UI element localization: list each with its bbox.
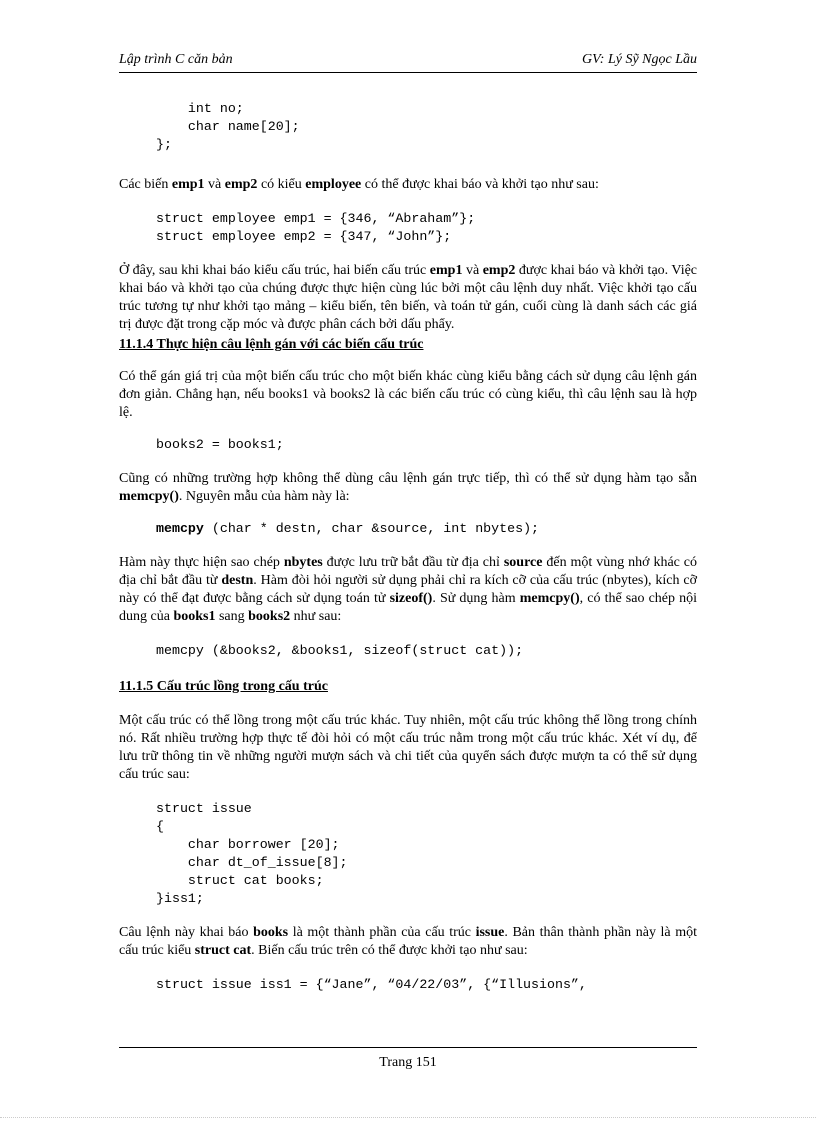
code-line-memcpy-call: memcpy (&books2, &books1, sizeof(struct cat)); — [156, 643, 524, 658]
page-header — [119, 50, 697, 73]
code-block-struct-end — [119, 100, 697, 154]
code-line-books-assign: books2 = books1; — [156, 437, 284, 452]
code-block-issue-struct — [119, 800, 697, 908]
code-line-issue-init: struct issue iss1 = {“Jane”, “04/22/03”, {“Illusions”, — [156, 977, 587, 992]
code-line: char dt_of_issue[8]; — [156, 855, 348, 870]
paragraph-assign-struct: Có thể gán giá trị của một biến cấu trúc cho một biến khác cùng kiểu bằng cách sử dụng câu lệnh gán đơn giản. Chẳng hạn, nếu books1 và books2 là các biến cấu trúc có cùng kiểu, thì câu lệnh sau là hợp lệ. — [119, 369, 697, 420]
code-line: struct cat books; — [156, 873, 324, 888]
section-heading-11-1-4: 11.1.4 Thực hiện câu lệnh gán với các biến cấu trúc — [119, 337, 424, 352]
paragraph-struct-init-explain: Ở đây, sau khi khai báo kiểu cấu trúc, hai biến cấu trúc emp1 và emp2 được khai báo và khởi tạo. Việc khai báo và khởi tạo của chúng được thực hiện cùng lúc bởi một câu lệnh duy nhất. Việc khởi tạo cấu trúc tương tự như khởi tạo mảng – kiểu biến, tên biến, và toán tử gán, cuối cùng là danh sách các giá trị được đặt trong cặp móc và được phân cách bởi dấu phẩy. — [119, 263, 698, 332]
section-heading-11-1-5: 11.1.5 Cấu trúc lồng trong cấu trúc — [119, 679, 328, 694]
footer-divider — [119, 1047, 697, 1048]
code-line: struct employee emp1 = {346, “Abraham”}; — [156, 211, 476, 226]
paragraph-emp-vars: Các biến emp1 và emp2 có kiểu employee có thể được khai báo và khởi tạo như sau: — [119, 177, 599, 192]
paragraph-nested-struct: Một cấu trúc có thể lồng trong một cấu trúc khác. Tuy nhiên, một cấu trúc không thể lồng trong chính nó. Rất nhiều trường hợp thực tế đòi hỏi có một cấu trúc nằm trong một cấu trúc khác. Xét ví dụ, để lưu trữ thông tin về những người mượn sách và chi tiết của quyển sách được mượn ta có thể sử dụng cấu trúc sau: — [119, 713, 697, 782]
code-line: struct issue — [156, 801, 252, 816]
paragraph-books-member: Câu lệnh này khai báo books là một thành phần của cấu trúc issue. Bản thân thành phần này là một cấu trúc kiểu struct cat. Biến cấu trúc trên có thể được khởi tạo như sau: — [119, 925, 697, 958]
code-line: struct employee emp2 = {347, “John”}; — [156, 229, 452, 244]
paragraph-memcpy-intro: Cũng có những trường hợp không thể dùng câu lệnh gán trực tiếp, thì có thể sử dụng hàm tạo sẵn memcpy(). Nguyên mẫu của hàm này là: — [119, 471, 697, 504]
code-line: char borrower [20]; — [156, 837, 340, 852]
header-course-title: Lập trình C căn bản — [119, 52, 233, 67]
page-number: Trang 151 — [379, 1055, 437, 1070]
code-line-memcpy-prototype: memcpy (char * destn, char &source, int nbytes); — [156, 521, 540, 536]
page-edge — [0, 1117, 816, 1118]
code-line: int no; — [156, 101, 244, 116]
code-line: char name[20]; — [156, 119, 300, 134]
page-content — [119, 100, 697, 994]
code-line: }; — [156, 137, 172, 152]
code-line: }iss1; — [156, 891, 204, 906]
code-line: { — [156, 819, 164, 834]
header-teacher: GV: Lý Sỹ Ngọc Lầu — [582, 52, 697, 67]
paragraph-memcpy-explain: Hàm này thực hiện sao chép nbytes được lưu trữ bắt đầu từ địa chỉ source đến một vùng nhớ khác có địa chỉ bắt đầu từ destn. Hàm đòi hỏi người sử dụng phải chỉ ra kích cỡ của cấu trúc (nbytes), kích cỡ này có thể đạt được bằng cách sử dụng toán tử sizeof(). Sử dụng hàm memcpy(), có thể sao chép nội dung của books1 sang books2 như sau: — [119, 555, 698, 624]
code-block-emp-init — [119, 210, 697, 246]
